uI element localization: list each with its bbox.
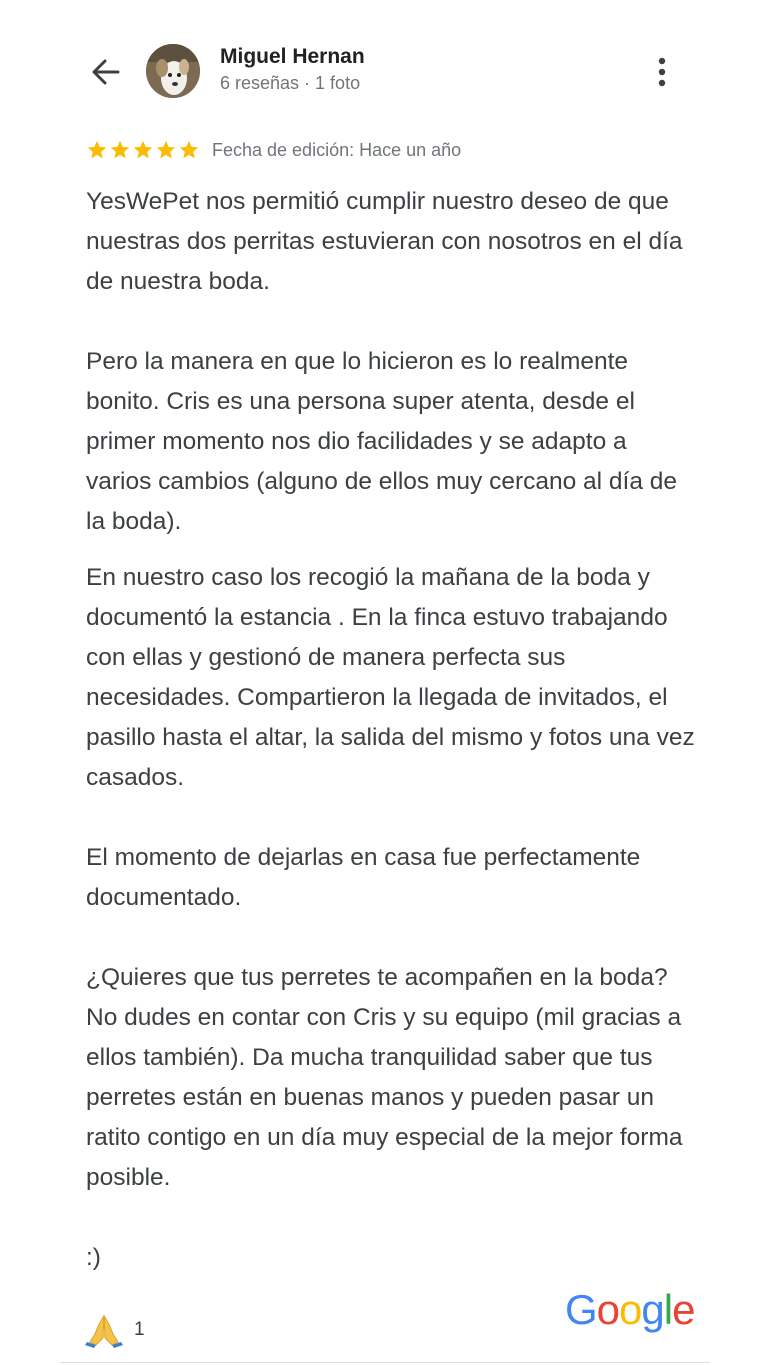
arrow-back-icon [84, 50, 128, 94]
star-rating [86, 139, 200, 161]
google-logo-letter: G [565, 1286, 597, 1333]
more-options-button[interactable] [646, 52, 678, 92]
google-logo-letter: e [672, 1286, 695, 1333]
google-logo-letter: g [641, 1286, 664, 1333]
star-icon [86, 139, 108, 161]
google-logo-letter: o [619, 1286, 642, 1333]
review-text [86, 182, 696, 1278]
folded-hands-icon [84, 1312, 124, 1348]
back-button[interactable] [84, 50, 128, 94]
avatar[interactable] [146, 44, 200, 98]
more-vert-icon [646, 52, 678, 92]
review-paragraph: YesWePet nos permitió cumplir nuestro deseo de que nuestras dos perritas estuvieran con nosotros en el día de nuestra boda. Pero la manera en que lo hicieron es lo realmente bonito. Cris es una persona super atenta, desde el primer momento nos dio facilidades y se adapto a varios cambios (alguno de ellos muy cercano al día de la boda). [86, 188, 683, 535]
reaction-count: 1 [134, 1319, 145, 1340]
google-logo-letter: o [596, 1286, 620, 1333]
star-icon [132, 139, 154, 161]
google-logo [565, 1286, 694, 1334]
google-logo-letter: l [663, 1286, 673, 1333]
star-icon [178, 139, 200, 161]
star-icon [109, 139, 131, 161]
rating-row [86, 137, 461, 163]
reaction-button[interactable] [84, 1312, 145, 1348]
author-name[interactable]: Miguel Hernan [220, 45, 365, 68]
divider [60, 1362, 710, 1363]
star-icon [155, 139, 177, 161]
review-header [0, 0, 768, 130]
dog-photo-avatar [146, 44, 200, 98]
review-paragraph: En nuestro caso los recogió la mañana de la boda y documentó la estancia . En la finca estuvo trabajando con ellas y gestionó de manera perfecta sus necesidades. Compartieron la llegada de invitados, el pasillo hasta el altar, la salida del mismo y fotos una vez casados. El momento de dejarlas en casa fue perfectamente documentado. ¿Quieres que tus perretes te acompañen en la boda? No dudes en contar con Cris y su equipo (mil gracias a ellos también). Da mucha tranquilidad saber que tus perretes están en buenas manos y pueden pasar un ratito contigo en un día muy especial de la mejor forma posible. :) [86, 564, 695, 1271]
author-meta: 6 reseñas · 1 foto [220, 73, 361, 93]
edit-date: Fecha de edición: Hace un año [212, 139, 462, 160]
